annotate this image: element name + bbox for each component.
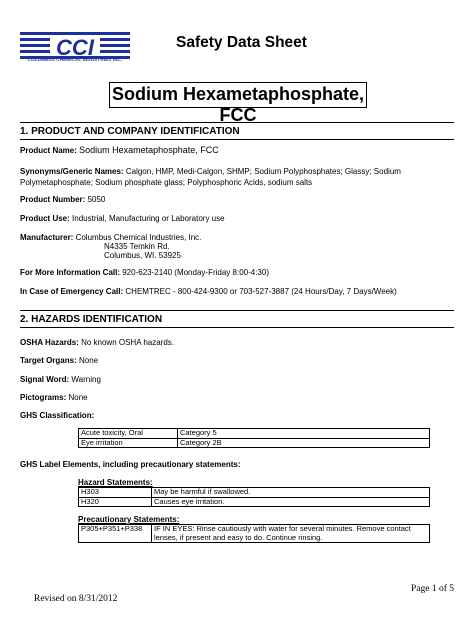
- ghs-classification-label: GHS Classification:: [20, 411, 95, 420]
- synonyms-line2: Polymetaphosphate; Sodium phosphate glass; Polyphosphoric Acids, sodium salts: [20, 178, 313, 187]
- pictograms-row: [20, 392, 450, 403]
- ghs-classification-table: [78, 428, 430, 448]
- ghs-category-cell: Category 2B: [178, 438, 430, 448]
- hazard-statements-label: Hazard Statements:: [78, 478, 153, 487]
- logo-text: CCI: [56, 35, 94, 60]
- section-2-heading: 2. HAZARDS IDENTIFICATION: [20, 314, 163, 325]
- synonyms-row: [20, 166, 450, 188]
- info-call-row: [20, 267, 450, 278]
- precautionary-text-line1: IF IN EYES: Rinse cautiously with water for several minutes. Remove contact: [154, 524, 411, 533]
- signal-word-label: Signal Word:: [20, 375, 70, 384]
- pictograms-label: Pictograms:: [20, 393, 67, 402]
- section-rule: [20, 122, 454, 123]
- synonyms-label: Synonyms/Generic Names:: [20, 167, 124, 176]
- product-name-row: [20, 145, 450, 156]
- hazard-code-cell: H303: [79, 488, 152, 498]
- product-name-value: Sodium Hexametaphosphate, FCC: [79, 145, 219, 155]
- hazard-text-cell: May be harmful if swallowed.: [152, 488, 430, 498]
- synonyms-line1: Calgon, HMP, Medi-Calgon, SHMP; Sodium Polyphosphates; Glassy; Sodium: [125, 167, 401, 176]
- precautionary-code-cell: P305+P351+P338: [79, 525, 152, 543]
- hazard-statements-table: [78, 487, 430, 507]
- manufacturer-label: Manufacturer:: [20, 233, 74, 242]
- product-number-row: [20, 194, 450, 205]
- osha-value: No known OSHA hazards.: [81, 338, 174, 347]
- table-row: [79, 438, 430, 448]
- precautionary-text-line2: lenses, if present and easy to do. Continue rinsing.: [154, 532, 323, 542]
- emergency-label: In Case of Emergency Call:: [20, 287, 124, 296]
- section-rule: [20, 327, 454, 328]
- manufacturer-line3: Columbus, WI. 53925: [104, 251, 181, 260]
- document-title: Safety Data Sheet: [176, 34, 307, 51]
- product-number-label: Product Number:: [20, 195, 86, 204]
- page-number: Page 1 of 5: [410, 584, 454, 594]
- section-1-heading: 1. PRODUCT AND COMPANY IDENTIFICATION: [20, 126, 240, 137]
- section-rule: [20, 310, 454, 311]
- ghs-category-cell: Category 5: [178, 429, 430, 439]
- ghs-hazard-cell: Acute toxicity, Oral: [79, 429, 178, 439]
- product-name-label: Product Name:: [20, 146, 77, 155]
- emergency-value: CHEMTREC - 800-424-9300 or 703-527-3887 (24 Hours/Day, 7 Days/Week): [125, 287, 397, 296]
- table-row: [79, 525, 430, 543]
- pictograms-value: None: [68, 393, 88, 402]
- logo-subtext: COLUMBUS CHEMICAL INDUSTRIES INC.: [27, 57, 123, 62]
- info-call-label: For More Information Call:: [20, 268, 120, 277]
- precautionary-text-cell: [152, 525, 430, 543]
- manufacturer-line1: Columbus Chemical Industries, Inc.: [75, 233, 202, 242]
- manufacturer-line2: N4335 Temkin Rd.: [104, 242, 170, 251]
- table-row: [79, 497, 430, 507]
- section-rule: [20, 139, 454, 140]
- product-title: Sodium Hexametaphosphate, FCC: [111, 84, 365, 125]
- product-use-value: Industrial, Manufacturing or Laboratory use: [72, 214, 225, 223]
- product-use-label: Product Use:: [20, 214, 70, 223]
- revised-date: Revised on 8/31/2012: [34, 594, 118, 604]
- precautionary-statements-label: Precautionary Statements:: [78, 515, 180, 524]
- signal-word-value: Warning: [71, 375, 101, 384]
- hazard-code-cell: H320: [79, 497, 152, 507]
- emergency-row: [20, 286, 450, 297]
- info-call-value: 920-623-2140 (Monday-Friday 8:00-4:30): [122, 268, 269, 277]
- precautionary-statements-table: [78, 524, 430, 543]
- table-row: [79, 488, 430, 498]
- ghs-label-elements-label: GHS Label Elements, including precautionary statements:: [20, 460, 241, 469]
- osha-row: [20, 337, 450, 348]
- target-organs-label: Target Organs:: [20, 356, 77, 365]
- company-logo: [20, 30, 130, 72]
- ghs-hazard-cell: Eye irritation: [79, 438, 178, 448]
- product-use-row: [20, 213, 450, 224]
- hazard-text-cell: Causes eye irritation.: [152, 497, 430, 507]
- target-organs-row: [20, 355, 450, 366]
- table-row: [79, 429, 430, 439]
- target-organs-value: None: [78, 356, 99, 365]
- product-number-value: 5050: [87, 195, 106, 204]
- osha-label: OSHA Hazards:: [20, 338, 79, 347]
- manufacturer-row: [20, 232, 450, 243]
- signal-word-row: [20, 374, 450, 385]
